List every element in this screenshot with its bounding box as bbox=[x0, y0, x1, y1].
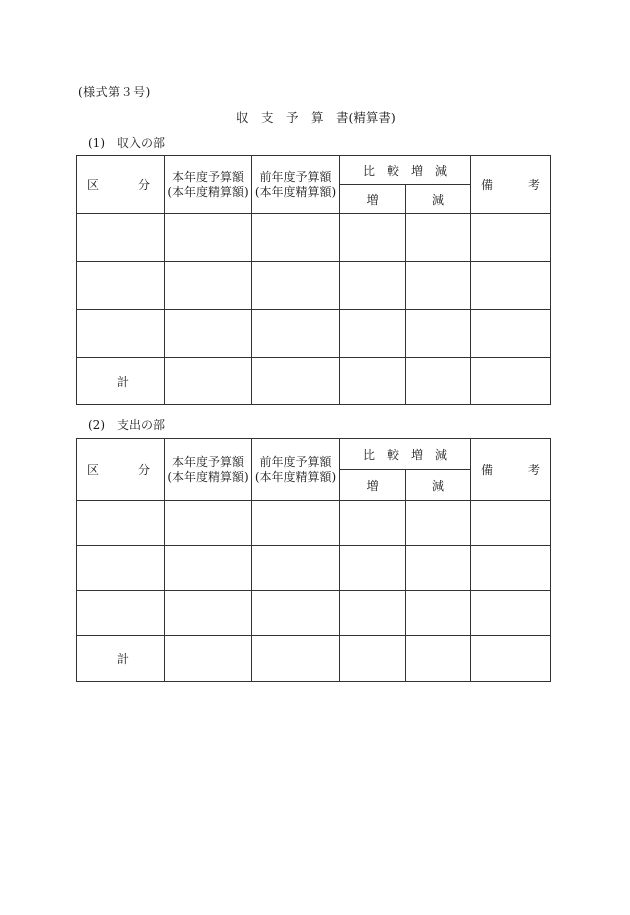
table-cell[interactable] bbox=[340, 214, 406, 262]
header-decrease: 減 bbox=[406, 185, 471, 214]
total-label: 計 bbox=[77, 636, 165, 682]
table-cell[interactable] bbox=[406, 501, 471, 546]
table-cell[interactable] bbox=[471, 214, 551, 262]
table-cell[interactable] bbox=[252, 501, 340, 546]
table-cell[interactable] bbox=[340, 358, 406, 405]
table-cell[interactable] bbox=[252, 546, 340, 591]
table-cell[interactable] bbox=[77, 310, 165, 358]
table-cell[interactable] bbox=[165, 546, 252, 591]
table-cell[interactable] bbox=[252, 262, 340, 310]
section-heading-expenditure: (2) 支出の部 bbox=[88, 418, 165, 432]
table-cell[interactable] bbox=[77, 546, 165, 591]
document-title: 収 支 予 算 書(精算書) bbox=[236, 110, 396, 125]
table-cell[interactable] bbox=[406, 262, 471, 310]
table-cell[interactable] bbox=[77, 262, 165, 310]
table-cell[interactable] bbox=[406, 214, 471, 262]
table-cell[interactable] bbox=[340, 310, 406, 358]
table-cell[interactable] bbox=[165, 501, 252, 546]
header-current-year: 本年度予算額 (本年度精算額) bbox=[165, 156, 252, 214]
table-cell[interactable] bbox=[252, 636, 340, 682]
total-row bbox=[77, 358, 551, 405]
total-label: 計 bbox=[77, 358, 165, 405]
table-cell[interactable] bbox=[340, 262, 406, 310]
table-cell[interactable] bbox=[77, 591, 165, 636]
table-row bbox=[77, 310, 551, 358]
table-row bbox=[77, 214, 551, 262]
table-cell[interactable] bbox=[165, 591, 252, 636]
income-table bbox=[76, 155, 551, 405]
header-previous-year: 前年度予算額 (本年度精算額) bbox=[252, 156, 340, 214]
table-cell[interactable] bbox=[165, 214, 252, 262]
header-current-year: 本年度予算額 (本年度精算額) bbox=[165, 439, 252, 501]
table-cell[interactable] bbox=[406, 358, 471, 405]
table-cell[interactable] bbox=[471, 591, 551, 636]
table-row bbox=[77, 546, 551, 591]
table-cell[interactable] bbox=[406, 310, 471, 358]
table-cell[interactable] bbox=[340, 591, 406, 636]
header-remarks: 備 考 bbox=[471, 439, 551, 501]
table-cell[interactable] bbox=[471, 358, 551, 405]
table-cell[interactable] bbox=[340, 636, 406, 682]
form-number: (様式第３号) bbox=[78, 85, 151, 99]
table-cell[interactable] bbox=[252, 214, 340, 262]
table-cell[interactable] bbox=[471, 501, 551, 546]
table-row bbox=[77, 591, 551, 636]
table-row bbox=[77, 501, 551, 546]
header-kubun: 区 分 bbox=[77, 439, 165, 501]
table-cell[interactable] bbox=[406, 591, 471, 636]
table-cell[interactable] bbox=[165, 310, 252, 358]
header-previous-year: 前年度予算額 (本年度精算額) bbox=[252, 439, 340, 501]
header-kubun: 区 分 bbox=[77, 156, 165, 214]
table-cell[interactable] bbox=[252, 310, 340, 358]
table-row bbox=[77, 262, 551, 310]
table-cell[interactable] bbox=[471, 262, 551, 310]
table-cell[interactable] bbox=[252, 591, 340, 636]
header-remarks: 備 考 bbox=[471, 156, 551, 214]
header-increase: 増 bbox=[340, 185, 406, 214]
table-cell[interactable] bbox=[406, 546, 471, 591]
header-increase: 増 bbox=[340, 470, 406, 501]
table-cell[interactable] bbox=[406, 636, 471, 682]
table-cell[interactable] bbox=[471, 310, 551, 358]
table-cell[interactable] bbox=[471, 546, 551, 591]
table-cell[interactable] bbox=[77, 501, 165, 546]
table-cell[interactable] bbox=[165, 358, 252, 405]
header-comparison: 比 較 増 減 bbox=[340, 439, 471, 470]
table-cell[interactable] bbox=[165, 636, 252, 682]
table-cell[interactable] bbox=[252, 358, 340, 405]
expenditure-table bbox=[76, 438, 551, 682]
table-cell[interactable] bbox=[340, 546, 406, 591]
section-heading-income: (1) 収入の部 bbox=[88, 136, 165, 150]
table-cell[interactable] bbox=[77, 214, 165, 262]
table-cell[interactable] bbox=[471, 636, 551, 682]
header-comparison: 比 較 増 減 bbox=[340, 156, 471, 185]
table-cell[interactable] bbox=[165, 262, 252, 310]
total-row bbox=[77, 636, 551, 682]
table-cell[interactable] bbox=[340, 501, 406, 546]
header-decrease: 減 bbox=[406, 470, 471, 501]
